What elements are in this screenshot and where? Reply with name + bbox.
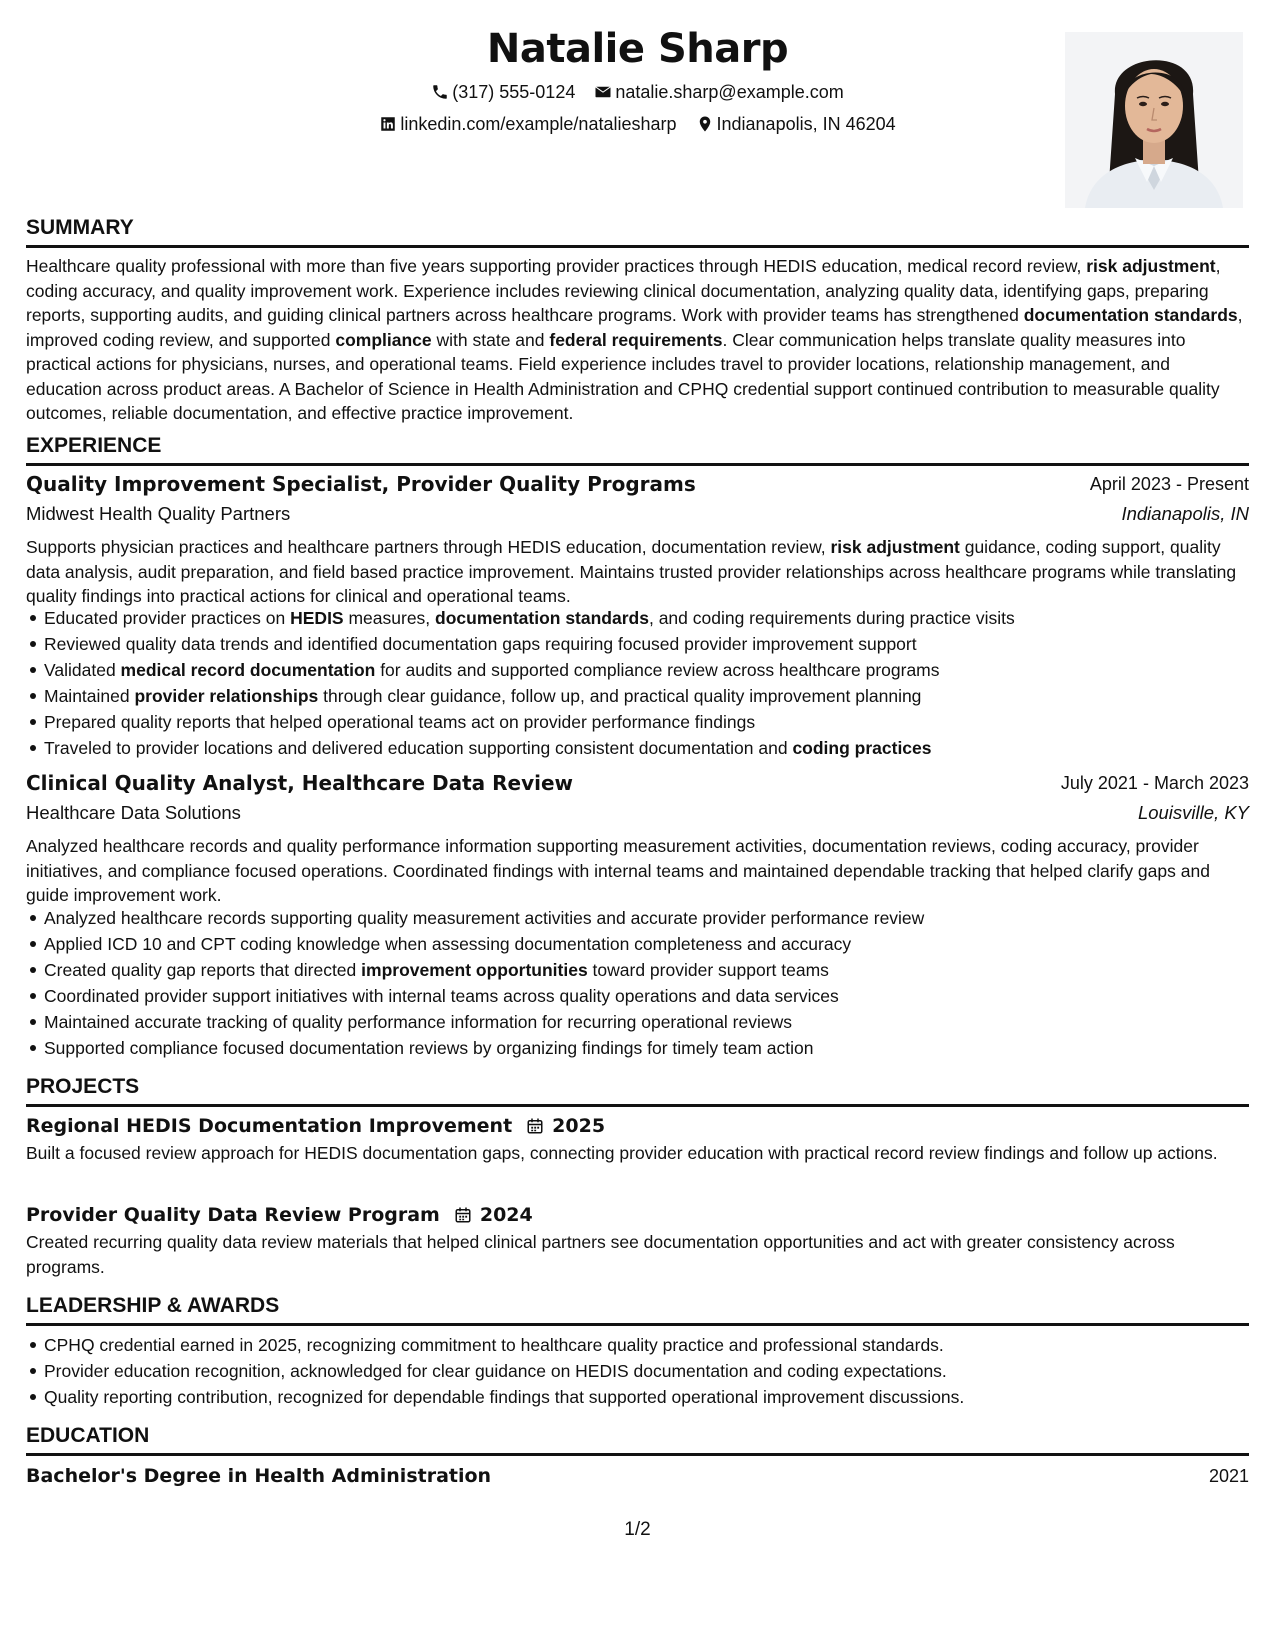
list-item: Coordinated provider support initiatives with internal teams across quality operations and data services — [44, 983, 1267, 1009]
list-item: Prepared quality reports that helped operational teams act on provider performance findings — [44, 709, 1267, 735]
job-title: Clinical Quality Analyst, Healthcare Data Review — [26, 771, 574, 795]
job-bullets — [26, 605, 1267, 761]
linkedin-text: linkedin.com/example/nataliesharp — [400, 114, 677, 134]
list-item: Maintained provider relationships through clear guidance, follow up, and practical quality improvement planning — [44, 683, 1267, 709]
section-title-education: EDUCATION — [26, 1423, 1249, 1456]
job-dates: July 2021 - March 2023 — [1060, 773, 1249, 793]
list-item: Traveled to provider locations and delivered education supporting consistent documentation and coding practices — [44, 735, 1267, 761]
candidate-name: Natalie Sharp — [486, 26, 789, 72]
linkedin-icon — [379, 115, 397, 133]
list-item: Reviewed quality data trends and identified documentation gaps requiring focused provider improvement support — [44, 631, 1267, 657]
profile-photo — [1065, 32, 1243, 208]
resume-header — [26, 18, 1249, 218]
resume-page — [26, 0, 1249, 1650]
list-item: Validated medical record documentation for audits and supported compliance review across healthcare programs — [44, 657, 1267, 683]
contact-email[interactable] — [594, 80, 843, 104]
leadership-bullets — [26, 1332, 1267, 1410]
calendar-icon — [454, 1206, 472, 1224]
job-bullets — [26, 905, 1267, 1061]
list-item: Supported compliance focused documentation reviews by organizing findings for timely team action — [44, 1035, 1267, 1061]
section-title-projects: PROJECTS — [26, 1074, 1249, 1107]
project-description: Created recurring quality data review materials that helped clinical partners see documentation opportunities and act with greater consistency across programs. — [26, 1232, 1175, 1277]
list-item: CPHQ credential earned in 2025, recognizing commitment to healthcare quality practice and professional standards. — [44, 1332, 1267, 1358]
location-text: Indianapolis, IN 46204 — [716, 114, 896, 134]
portrait-image — [1065, 32, 1243, 208]
phone-icon — [431, 83, 449, 101]
list-item: Analyzed healthcare records supporting quality measurement activities and accurate provider performance review — [44, 905, 1267, 931]
list-item: Provider education recognition, acknowledged for clear guidance on HEDIS documentation and coding expectations. — [44, 1358, 1267, 1384]
education-degree: Bachelor's Degree in Health Administration — [26, 1465, 492, 1487]
project-year: 2025 — [552, 1115, 606, 1137]
job-description: Analyzed healthcare records and quality performance information supporting measurement activities, documentation reviews, coding accuracy, provider initiatives, and compliance focused operations. Coordinated findings with internal teams and maintained dependable tracking that helped clarify gaps and guide improvement work. — [26, 836, 1210, 905]
list-item: Applied ICD 10 and CPT coding knowledge when assessing documentation completeness and accuracy — [44, 931, 1267, 957]
job-title: Quality Improvement Specialist, Provider Quality Programs — [26, 472, 696, 496]
section-title-summary: SUMMARY — [26, 215, 1249, 248]
project-title: Provider Quality Data Review Program 2024 — [26, 1204, 533, 1226]
list-item: Educated provider practices on HEDIS measures, documentation standards, and coding requirements during practice visits — [44, 605, 1267, 631]
project-year: 2024 — [479, 1204, 533, 1226]
project-title: Regional HEDIS Documentation Improvement 2025 — [26, 1115, 606, 1137]
list-item: Quality reporting contribution, recognized for dependable findings that supported operational improvement discussions. — [44, 1384, 1267, 1410]
section-title-experience: EXPERIENCE — [26, 433, 1249, 466]
job-dates: April 2023 - Present — [1089, 474, 1249, 494]
map-pin-icon — [696, 115, 714, 133]
summary-text: Healthcare quality professional with more than five years supporting provider practices through HEDIS education, medical record review, risk adjustment, coding accuracy, and quality improvement work. Experience includes reviewing clinical documentation, analyzing quality data, identifying gaps, preparing reports, supporting audits, and guiding clinical partners across healthcare programs. Work with provider teams has strengthened documentation standards, improved coding review, and supported compliance with state and federal requirements. Clear communication helps translate quality measures into practical actions for physicians, nurses, and operational teams. Field experience includes travel to provider locations, relationship management, and education across product areas. A Bachelor of Science in Health Administration and CPHQ credential support continued contribution to measurable quality outcomes, reliable documentation, and effective practice improvement. — [26, 256, 1243, 423]
job-company: Healthcare Data Solutions — [26, 802, 241, 823]
calendar-icon — [526, 1117, 544, 1135]
list-item: Maintained accurate tracking of quality performance information for recurring operational reviews — [44, 1009, 1267, 1035]
education-year: 2021 — [1208, 1466, 1249, 1486]
contact-phone[interactable] — [431, 80, 575, 104]
page-number: 1/2 — [624, 1519, 651, 1540]
contact-linkedin[interactable] — [379, 112, 676, 136]
job-company: Midwest Health Quality Partners — [26, 503, 291, 524]
email-text: natalie.sharp@example.com — [615, 82, 844, 102]
list-item: Created quality gap reports that directed improvement opportunities toward provider support teams — [44, 957, 1267, 983]
job-description: Supports physician practices and healthcare partners through HEDIS education, documentation review, risk adjustment guidance, coding support, quality data analysis, audit preparation, and field based practice improvement. Maintains trusted provider relationships across healthcare programs while translating quality findings into practical actions for clinical and operational teams. — [26, 537, 1237, 606]
job-location: Louisville, KY — [1137, 802, 1249, 823]
phone-text: (317) 555-0124 — [452, 82, 576, 102]
job-location: Indianapolis, IN — [1121, 503, 1249, 524]
project-description: Built a focused review approach for HEDIS documentation gaps, connecting provider education with practical record review findings and follow up actions. — [26, 1143, 1218, 1163]
section-title-leadership: LEADERSHIP & AWARDS — [26, 1293, 1249, 1326]
contact-location — [696, 112, 896, 136]
envelope-icon — [594, 83, 612, 101]
